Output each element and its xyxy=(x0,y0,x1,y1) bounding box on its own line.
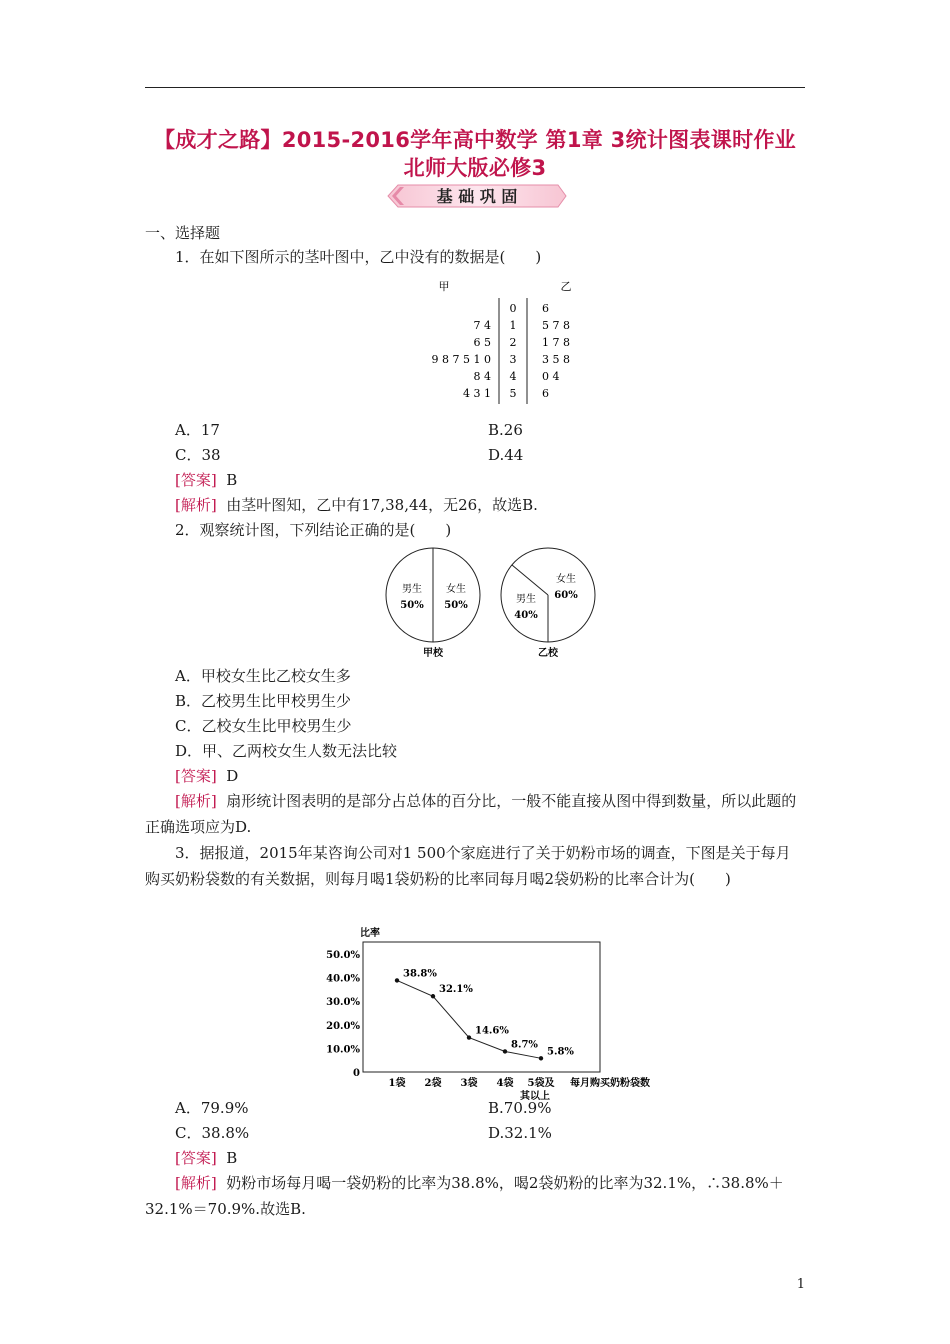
chart-ylabel: 比率 xyxy=(360,928,380,939)
pie-right xyxy=(501,548,595,659)
chart-xlabel: 每月购买奶粉袋数 xyxy=(570,1078,650,1089)
answer-value: B xyxy=(226,1149,238,1167)
stemleaf-left-leaves: 8 4 xyxy=(473,370,491,383)
x-tick-label: 4袋 xyxy=(496,1078,514,1089)
stemleaf-right-header: 乙 xyxy=(560,280,572,293)
stem-leaf-plot xyxy=(380,276,610,406)
answer-label: [答案] xyxy=(175,471,217,489)
q1-choice-a: A．17 xyxy=(175,421,220,439)
stemleaf-stem: 4 xyxy=(509,370,517,383)
pie-right-caption: 乙校 xyxy=(538,648,558,659)
answer-label: [答案] xyxy=(175,767,217,785)
pie-left-pct-girl: 50% xyxy=(444,600,468,611)
pie-right-pct-boy: 40% xyxy=(514,610,538,621)
section-banner xyxy=(388,182,566,210)
q2-choice-c: C．乙校女生比甲校男生少 xyxy=(175,717,352,735)
q2-analysis xyxy=(145,788,805,840)
stemleaf-right-leaves: 6 xyxy=(542,387,549,400)
document-title-line1: 【成才之路】2015-2016学年高中数学 第1章 3统计图表课时作业 xyxy=(154,128,796,152)
q1-choice-b: B.26 xyxy=(488,421,523,439)
y-tick-label: 50.0% xyxy=(326,950,360,961)
pie-charts xyxy=(380,546,600,662)
q3-answer xyxy=(145,1147,835,1169)
answer-label: [答案] xyxy=(175,1149,217,1167)
analysis-label: [解析] xyxy=(175,496,217,514)
stemleaf-right-leaves: 1 7 8 xyxy=(542,336,570,349)
analysis-text: 由茎叶图知，乙中有17,38,44，无26，故选B. xyxy=(226,496,538,514)
pie-right-label-boy: 男生 xyxy=(516,594,536,605)
stemleaf-left-leaves: 4 3 1 xyxy=(463,387,491,400)
pie-left-label-boy: 男生 xyxy=(402,584,422,595)
analysis-text: 奶粉市场每月喝一袋奶粉的比率为38.8%，喝2袋奶粉的比率为32.1%，∴38.8%＋32.1%＝70.9%.故选B. xyxy=(145,1174,784,1218)
analysis-label: [解析] xyxy=(175,792,217,810)
banner-text: 基 础 巩 固 xyxy=(436,187,518,206)
q3-choice-c: C．38.8% xyxy=(175,1124,250,1142)
pie-left-pct-boy: 50% xyxy=(400,600,424,611)
section-heading: 一、选择题 xyxy=(145,224,221,242)
q2-choice-d: D．甲、乙两校女生人数无法比较 xyxy=(175,742,398,760)
q2-choice-a: A．甲校女生比乙校女生多 xyxy=(175,667,351,685)
q2-stem: 2．观察统计图，下列结论正确的是( ) xyxy=(175,521,452,539)
header-rule xyxy=(145,87,805,88)
q1-answer xyxy=(145,469,835,491)
q1-analysis xyxy=(145,494,835,516)
pie-right-divider-a xyxy=(512,565,548,595)
stemleaf-stem: 0 xyxy=(509,302,517,315)
stemleaf-right-leaves: 5 7 8 xyxy=(542,319,570,332)
data-point xyxy=(467,1035,471,1039)
pie-right-label-girl: 女生 xyxy=(556,574,576,585)
pie-left xyxy=(386,548,480,659)
y-tick-label: 30.0% xyxy=(326,997,360,1009)
y-tick-label: 40.0% xyxy=(326,973,360,985)
q3-choice-a: A．79.9% xyxy=(175,1099,249,1117)
analysis-text: 扇形统计图表明的是部分占总体的百分比，一般不能直接从图中得到数量，所以此题的正确选项应为D. xyxy=(145,792,797,836)
answer-value: B xyxy=(226,471,238,489)
data-label: 38.8% xyxy=(403,968,437,980)
stemleaf-left-leaves: 9 8 7 5 1 0 xyxy=(431,353,491,366)
x-tick-label: 2袋 xyxy=(424,1078,442,1089)
pie-right-pct-girl: 60% xyxy=(554,590,578,601)
pie-left-caption: 甲校 xyxy=(423,648,443,659)
stemleaf-left-leaves: 7 4 xyxy=(473,319,491,332)
y-tick-label: 10.0% xyxy=(326,1044,360,1056)
data-point xyxy=(539,1056,543,1060)
stemleaf-left-leaves: 6 5 xyxy=(473,336,491,349)
data-point xyxy=(395,978,399,982)
data-label: 8.7% xyxy=(511,1039,538,1051)
stemleaf-right-leaves: 6 xyxy=(542,302,549,315)
y-tick-label: 0 xyxy=(353,1068,360,1079)
page-number: 1 xyxy=(796,1277,805,1292)
pie-left-label-girl: 女生 xyxy=(446,584,466,595)
stemleaf-stem: 1 xyxy=(509,319,517,332)
q3-stem: 3．据报道，2015年某咨询公司对1 500个家庭进行了关于奶粉市场的调查，下图是关于每月购买奶粉袋数的有关数据，则每月喝1袋奶粉的比率同每月喝2袋奶粉的比率合计为( ) xyxy=(145,844,791,888)
q3-choice-d: D.32.1% xyxy=(488,1124,552,1142)
analysis-label: [解析] xyxy=(175,1174,217,1192)
document-title-line2: 北师大版必修3 xyxy=(403,156,547,180)
stemleaf-right-leaves: 0 4 xyxy=(542,370,560,383)
data-label: 5.8% xyxy=(547,1046,574,1058)
stemleaf-left-header: 甲 xyxy=(438,280,450,293)
q2-answer xyxy=(145,765,835,787)
x-tick-label: 1袋 xyxy=(388,1078,406,1089)
q1-choice-d: D.44 xyxy=(488,446,524,464)
line-chart xyxy=(325,922,665,1102)
q3-choice-b: B.70.9% xyxy=(488,1099,552,1117)
data-label: 32.1% xyxy=(439,984,473,996)
x-tick-label: 5袋及 xyxy=(527,1078,555,1089)
q3-analysis xyxy=(145,1170,805,1222)
q1-choice-c: C．38 xyxy=(175,446,221,464)
data-label: 14.6% xyxy=(475,1025,509,1037)
stemleaf-stem: 2 xyxy=(509,336,517,349)
x-tick-label: 3袋 xyxy=(460,1078,478,1089)
stemleaf-right-leaves: 3 5 8 xyxy=(542,353,570,366)
answer-value: D xyxy=(226,767,239,785)
y-tick-label: 20.0% xyxy=(326,1020,360,1032)
q1-stem: 1．在如下图所示的茎叶图中，乙中没有的数据是( ) xyxy=(175,248,542,266)
data-point xyxy=(503,1049,507,1053)
data-point xyxy=(431,994,435,998)
stemleaf-stem: 5 xyxy=(509,387,517,400)
stemleaf-stem: 3 xyxy=(509,353,517,366)
q2-choice-b: B．乙校男生比甲校男生少 xyxy=(175,692,352,710)
chart-category-extra: 其以上 xyxy=(520,1091,550,1102)
